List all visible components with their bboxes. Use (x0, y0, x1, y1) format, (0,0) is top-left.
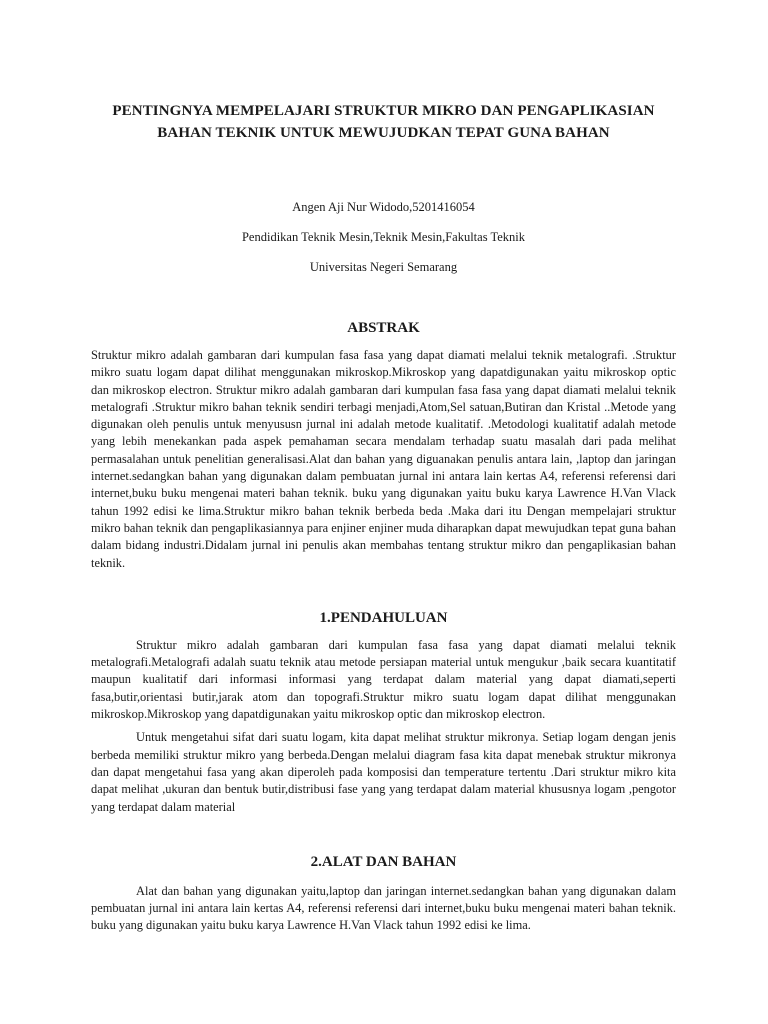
section-2-paragraph-1: Alat dan bahan yang digunakan yaitu,laptop dan jaringan internet.sedangkan bahan yang digunakan dalam pembuatan jurnal ini antara lain kertas A4, referensi referensi dari internet,buku buku mengenai materi bahan teknik. buku yang digunakan yaitu buku karya Lawrence H.Van Vlack tahun 1992 edisi ke lima. (91, 883, 676, 933)
abstract-text: Struktur mikro adalah gambaran dari kumpulan fasa fasa yang dapat diamati melalui teknik metalografi. .Struktur mikro suatu logam dapat dilihat menggunakan mikroskop.Mikroskop yang dapatdigunakan yaitu mikroskop optic dan mikroskop electron. Struktur mikro adalah gambaran dari kumpulan fasa fasa yang dapat diamati melalui teknik metalografi .Struktur mikro bahan teknik sendiri terbagi menjadi,Atom,Sel satuan,Butiran dan Kristal ..Metode yang digunakan oleh penulis untuk menyususn jurnal ini adalah metode kualitatif. .Metodologi kualitatif adalah metode yang lebih menekankan pada aspek pemahaman secara mendalam terhadap suatu masalah dari pada melihat permasalahan untuk penelitian generalisasi.Alat dan bahan yang diguanakan penulis antara lain, ,laptop dan jaringan internet.sedangkan bahan yang digunakan dalam pembuatan jurnal ini antara lain kertas A4, referensi referensi dari internet,buku buku mengenai materi bahan teknik. buku yang digunakan yaitu buku karya Lawrence H.Van Vlack tahun 1992 edisi ke lima.Struktur mikro bahan teknik berbeda beda .Maka dari itu Dengan mempelajari struktur mikro bahan teknik dan pengaplikasiannya para enjiner enjiner muda diharapkan dapat mewujudkan tepat guna bahan dalam bidang industri.Didalam jurnal ini penulis akan membahas tentang struktur mikro dan pengaplikasian bahan teknik. (91, 348, 676, 570)
section-2-heading: 2.ALAT DAN BAHAN (310, 853, 457, 870)
title-line-1: PENTINGNYA MEMPELAJARI STRUKTUR MIKRO DAN PENGAPLIKASIAN (112, 103, 655, 119)
section-1-heading: 1.PENDAHULUAN (319, 609, 448, 626)
university: Universitas Negeri Semarang (309, 260, 458, 274)
title-line-2: BAHAN TEKNIK UNTUK MEWUJUDKAN TEPAT GUNA BAHAN (157, 125, 610, 141)
author: Angen Aji Nur Widodo,5201416054 (292, 200, 475, 214)
department: Pendidikan Teknik Mesin,Teknik Mesin,Fakultas Teknik (241, 230, 525, 244)
document-page (91, 100, 676, 935)
section-1-paragraph-1: Struktur mikro adalah gambaran dari kumpulan fasa fasa yang dapat diamati melalui teknik metalografi.Metalografi adalah suatu teknik atau metode persiapan material untuk mengukur ,baik secara kuantitatif maupun kualitatif dari informasi informasi yang terdapat dalam material yang dapat diamati,seperti fasa,butir,orientasi butir,jarak atom dan topografi.Struktur mikro suatu logam dapat dilihat menggunakan mikroskop.Mikroskop yang dapatdigunakan yaitu mikroskop optic dan mikroskop electron. (91, 637, 676, 722)
abstract-heading: ABSTRAK (347, 320, 420, 336)
section-1-paragraph-2: Untuk mengetahui sifat dari suatu logam, kita dapat melihat struktur mikronya. Setiap logam dengan jenis berbeda memiliki struktur mikro yang berbeda.Dengan melalui diagram fasa kita dapat menebak struktur mikronya dan dapat mengetahui fasa yang akan diperoleh pada komposisi dan temperature tertentu .Dari struktur mikro kita dapat melihat ,ukuran dan bentuk butir,distribusi fase yang yang terdapat dalam material khususnya logam ,pengotor yang terdapat dalam material (91, 730, 676, 814)
